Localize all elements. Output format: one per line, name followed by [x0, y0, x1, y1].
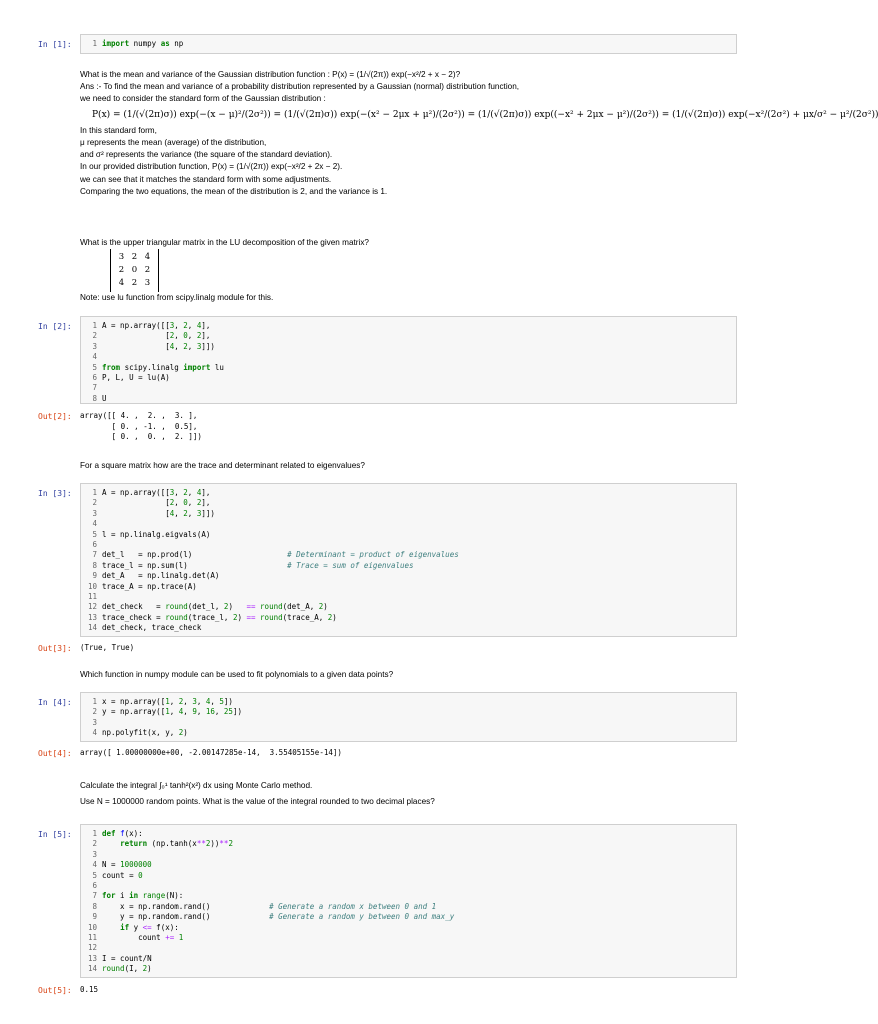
question-trace: For a square matrix how are the trace and determinant related to eigenvalues?: [80, 461, 365, 470]
cell-5-in-prompt: In [5]:: [38, 830, 72, 839]
answer-intro: Ans :- To find the mean and variance of a probability distribution represented by a Gaussian (normal) distribution function,: [80, 82, 520, 92]
cell-1-in-prompt: In [1]:: [38, 40, 72, 49]
code-cell-5[interactable]: [80, 824, 737, 978]
cell-2-output: array([[ 4. , 2. , 3. ], [ 0. , -1. , 0.5], [ 0. , 0. , 2. ]]): [80, 411, 202, 441]
code-editor[interactable]: 1 import numpy as np: [92, 39, 184, 48]
answer-line-6: Comparing the two equations, the mean of the distribution is 2, and the variance is 1.: [80, 186, 388, 196]
code-cell-3[interactable]: [80, 483, 737, 637]
cell-4-in-prompt: In [4]:: [38, 698, 72, 707]
code-editor[interactable]: 1 A = np.array([[3, 2, 4], 2 [2, 0, 2], 3 [4, 2, 3]]) 4 5 l = np.linalg.eigvals(A) 6 7 det_l = np.prod(l) # Determinant = product of eigenvalues 8 trace_l = np.sum(l) # Trace = sum of eigenvalues 9 det_A = np.linalg.det(A) 10 trace_A = np.trace(A) 11 12 det_check = round(det_l, 2) == round(det_A, 2) 13 trace_check = round(trace_l, 2) == round(trace_A, 2) 14 det_check, trace_check: [87, 488, 459, 633]
cell-2-out-prompt: Out[2]:: [38, 412, 72, 421]
question-integral: Calculate the integral ∫₀¹ tanh²(x²) dx using Monte Carlo method.: [80, 781, 313, 790]
cell-5-output: 0.15: [80, 985, 99, 994]
question-polyfit: Which function in numpy module can be used to fit polynomials to a given data points?: [80, 670, 394, 679]
answer-need: we need to consider the standard form of the Gaussian distribution :: [80, 94, 326, 104]
cell-5-out-prompt: Out[5]:: [38, 986, 72, 995]
markdown-cell-gaussian: [80, 69, 878, 198]
question-integral-points: Use N = 1000000 random points. What is the value of the integral rounded to two decimal places?: [80, 797, 435, 807]
cell-3-output: (True, True): [80, 643, 135, 652]
cell-3-out-prompt: Out[3]:: [38, 644, 72, 653]
markdown-cell-trace: [80, 460, 737, 472]
question-gaussian: What is the mean and variance of the Gaussian distribution function : P(x) = (1/√(2π)) exp(−x²/2 + x − 2)?: [80, 70, 461, 79]
cell-2-in-prompt: In [2]:: [38, 322, 72, 331]
markdown-cell-lu: [80, 237, 737, 304]
gaussian-equation: P(x) = (1/(√(2π)σ)) exp(−(x − μ)²/(2σ²)) = (1/(√(2π)σ)) exp(−(x² − 2μx + μ²)/(2σ²)) = (1/(√(2π)σ)) exp((−x² + 2μx − μ²)/(2σ²)) = (1/(√(2π)σ)) exp(−x²/(2σ²) + μx/σ² − μ²/(2σ²)): [92, 109, 878, 120]
code-cell-2[interactable]: [80, 316, 737, 404]
cell-4-out-prompt: Out[4]:: [38, 749, 72, 758]
cell-3-in-prompt: In [3]:: [38, 489, 72, 498]
answer-line-3: and σ² represents the variance (the square of the standard deviation).: [80, 150, 333, 160]
code-editor[interactable]: 1 x = np.array([1, 2, 3, 4, 5]) 2 y = np.array([1, 4, 9, 16, 25]) 3 4 np.polyfit(x, y, 2): [92, 697, 242, 738]
answer-line-2: μ represents the mean (average) of the distribution,: [80, 138, 267, 148]
answer-line-4: In our provided distribution function, P(x) = (1/√(2π)) exp(−x²/2 + 2x − 2).: [80, 162, 343, 172]
question-lu: What is the upper triangular matrix in the LU decomposition of the given matrix?: [80, 238, 369, 247]
answer-line-5: we can see that it matches the standard form with some adjustments.: [80, 174, 332, 184]
code-cell-1[interactable]: [80, 34, 737, 54]
markdown-cell-integral: [80, 780, 737, 808]
code-editor[interactable]: 1 A = np.array([[3, 2, 4], 2 [2, 0, 2], 3 [4, 2, 3]]) 4 5 from scipy.linalg import lu 6 P, L, U = lu(A) 7 8 U: [92, 321, 224, 403]
given-matrix: 3 2 4 2 0 2 4 2 3: [110, 249, 159, 292]
code-cell-4[interactable]: [80, 692, 737, 742]
markdown-cell-polyfit: [80, 669, 737, 681]
code-editor[interactable]: 1 def f(x): 2 return (np.tanh(x**2))**2 3 4 N = 1000000 5 count = 0 6 7 for i in range(N): 8 x = np.random.rand() # Generate a random x between 0 and 1 9 y = np.random.rand() # Generate a random y between 0 and max_y 10 if y <= f(x): 11 count += 1 12 13 I = count/N 14 round(I, 2): [87, 829, 455, 974]
cell-4-output: array([ 1.00000000e+00, -2.00147285e-14, 3.55405155e-14]): [80, 748, 342, 757]
note-lu: Note: use lu function from scipy.linalg module for this.: [80, 293, 274, 303]
answer-line-1: In this standard form,: [80, 125, 157, 135]
